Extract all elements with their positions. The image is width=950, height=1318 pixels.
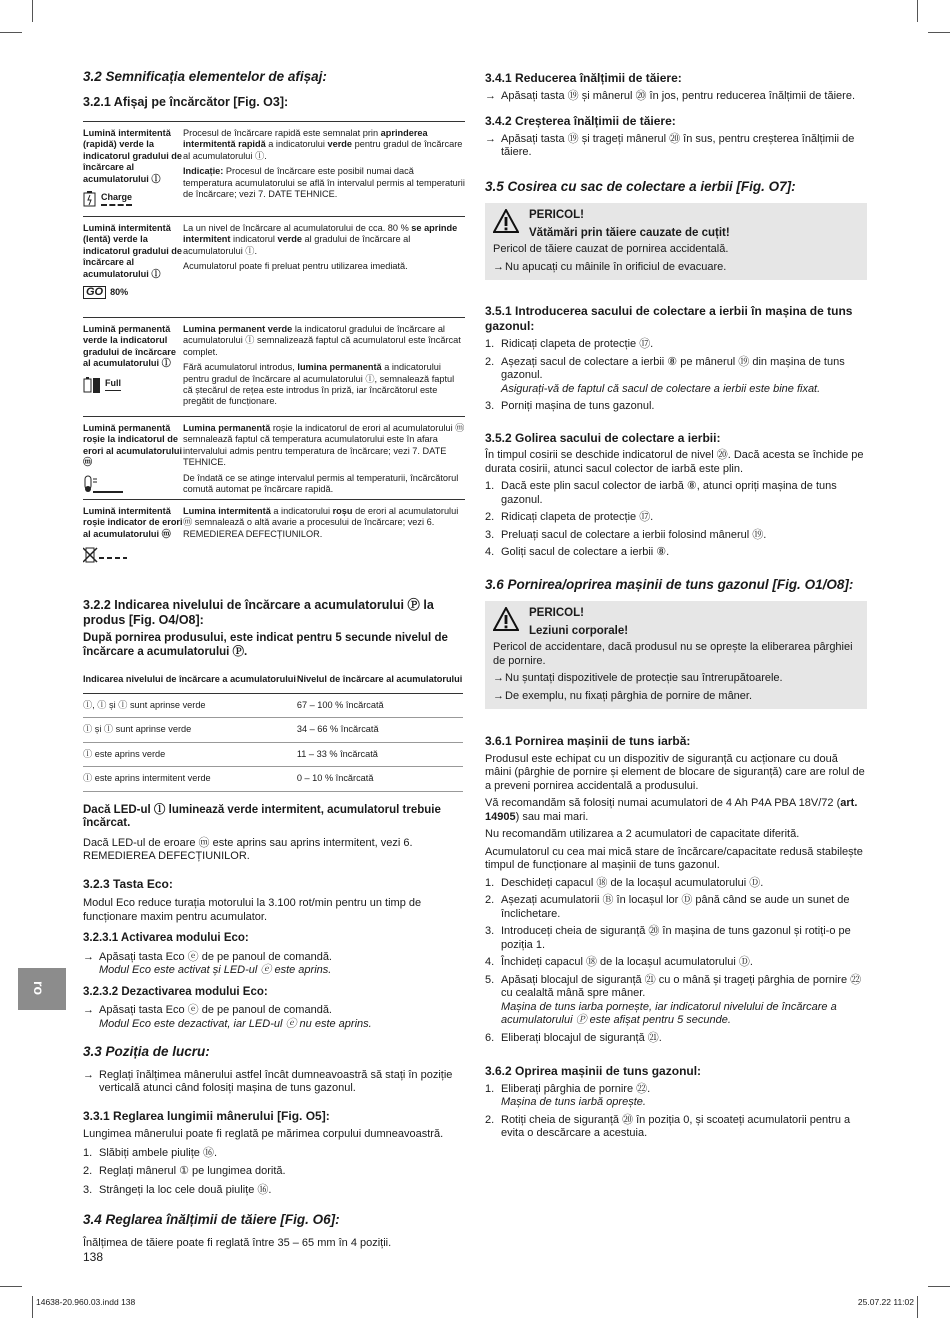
charger-row-label: Lumină intermitentă (lentă) verde la indicatorul gradului de încărcare al acumulatorului ⓛ: [83, 223, 183, 279]
table-row: ⓛ și ⓛ sunt aprinse verde 34 – 66 % încărcată: [83, 718, 463, 743]
heading-3-4: 3.4 Reglarea înălțimii de tăiere [Fig. O6]:: [83, 1212, 340, 1227]
charger-row-desc: Lumina permanentă roșie la indicatorul de erori al acumulatorului ⓜ semnalează faptul că temperatura acumulatorului este în afara intervalului admis pentru temperatura de încărcare; vezi 7. DATE TEHNICE.: [183, 423, 465, 468]
list-item: 1. Deschideți capacul ⑱ de la locașul acumulatorului Ⓓ.: [485, 876, 764, 889]
led-warning: Dacă LED-ul ⓛ luminează verde intermitent, acumulatorul trebuie încărcat.: [83, 803, 441, 829]
heading-3-6-1: 3.6.1 Pornirea mașinii de tuns iarbă:: [485, 734, 691, 748]
heading-3-6: 3.6 Pornirea/oprirea mașinii de tuns gazonul [Fig. O1/O8]:: [485, 576, 854, 592]
heading-3-5-1: 3.5.1 Introducerea sacului de colectare a ierbii în mașina de tuns gazonul:: [485, 304, 853, 333]
cut-text: Înălțimea de tăiere poate fi reglată între 35 – 65 mm în 4 poziții.: [83, 1236, 392, 1249]
arrow-icon: →: [83, 1004, 94, 1016]
list-item: 2. Rotiți cheia de siguranță ⑳ în poziția 0, și scoateți acumulatorii pentru a evita o descărcare a acestuia.: [485, 1113, 851, 1139]
full-symbol: [83, 376, 183, 394]
list-item: 4. Goliți sacul de colectare a ierbii ⑧.: [485, 546, 670, 558]
danger-action: → Nu șuntați dispozitivele de protecție sau întrerupătoarele.: [493, 672, 783, 684]
danger-text: Pericol de tăiere cauzat de pornirea accidentală.: [493, 243, 729, 255]
language-code: ro: [31, 981, 47, 995]
charge-label: Charge: [101, 192, 132, 206]
charger-row-note: De îndată ce se atinge intervalul permis al temperaturii, încărcătorul comută automat pe încărcare rapidă.: [183, 472, 459, 495]
arrow-icon: →: [485, 132, 496, 145]
battery-full-icon: [83, 376, 101, 394]
warning-icon: [493, 607, 519, 631]
eco-on-step: → Apăsați tasta Eco ⓔ de pe panoul de comandă. Modul Eco este activat și LED-ul ⓔ este aprins.: [83, 950, 332, 976]
table-row: ⓛ, ⓛ și ⓛ sunt aprinse verde 67 – 100 % încărcată: [83, 693, 463, 718]
fault-symbol: [83, 546, 183, 564]
danger-action: → De exemplu, nu fixați pârghia de pornire de mâner.: [493, 689, 753, 702]
charger-row-label: Lumină permanentă verde la indicatorul gradului de încărcare al acumulatorului ⓛ: [83, 324, 176, 369]
temp-error-symbol: [83, 475, 183, 493]
charger-row: [83, 417, 465, 500]
charger-row: [83, 217, 465, 318]
list-item: 3. Porniți mașina de tuns gazonul.: [485, 400, 655, 412]
arrow-icon: →: [485, 89, 496, 102]
danger-title: PERICOL!: [529, 209, 584, 221]
arrow-icon: →: [493, 260, 504, 273]
arrow-icon: →: [493, 672, 504, 684]
list-item: 1. Ridicați clapeta de protecție ⑰.: [485, 338, 654, 350]
charger-row-label: Lumină intermitentă roșie indicator de erori al acumulatorului ⓜ: [83, 506, 183, 539]
warning-icon: [493, 209, 519, 233]
list-item: 2. Reglați mânerul ① pe lungimea dorită.: [83, 1165, 286, 1177]
charger-row-label: Lumină permanentă roșie la indicatorul de erori al acumulatorului ⓜ: [83, 423, 183, 468]
go-label: 80%: [110, 287, 129, 298]
page-number: 138: [83, 1250, 104, 1264]
danger-subtitle: Leziuni corporale!: [529, 624, 629, 637]
right-column: [485, 72, 867, 1141]
danger-text: Pericol de accidentare, dacă produsul nu se oprește la eliberarea pârghiei de pornire.: [493, 641, 853, 667]
arrow-icon: →: [83, 950, 94, 963]
charger-table: [83, 121, 465, 586]
charger-row-note: Fără acumulatorul introdus, lumina permanentă a indicatorului pentru gradul de încărcare al acumulatorului ⓛ, semnalează faptul că ștecărul de rețea este introdus în priză, iar încărcătorul este pregătit de funcționare.: [183, 362, 455, 407]
start-p2: Vă recomandăm să folosiți numai acumulatori de 4 Ah P4A PBA 18V/72 (art. 14905) sau mai mari.: [485, 797, 858, 823]
charger-row-note: Acumulatorul poate fi preluat pentru utilizarea imediată.: [183, 261, 408, 272]
heading-3-2-1: 3.2.1 Afișaj pe încărcător [Fig. O3]:: [83, 94, 289, 109]
table-header: Indicarea nivelului de încărcare a acumulatorului: [83, 671, 297, 693]
heading-3-6-2: 3.6.2 Oprirea mașinii de tuns gazonul:: [485, 1064, 702, 1078]
eco-text: Modul Eco reduce turația motorului la 3.100 rot/min pentru un timp de funcționare maxim pentru acumulator.: [83, 897, 422, 923]
danger-box: [485, 203, 867, 280]
charger-row-note: Indicație: Procesul de încărcare este posibil numai dacă temperatura acumulatorului se află în intervalul permis al temperaturii de încărcare; vezi 7. DATE TEHNICE.: [183, 166, 465, 200]
list-item: 3. Preluați sacul de colectare a ierbii folosind mânerul ⑲.: [485, 528, 767, 541]
list-item: 1. Dacă este plin sacul colector de iarbă ⑧, atunci opriți mașina de tuns gazonul.: [485, 480, 837, 506]
table-row: ⓛ este aprins intermitent verde 0 – 10 % încărcată: [83, 767, 463, 792]
charger-row-desc: La un nivel de încărcare al acumulatorului de cca. 80 % se aprinde intermitent indicatorul verde al gradului de încărcare al acumulatorului ⓛ.: [183, 223, 458, 256]
heading-3-3-1: 3.3.1 Reglarea lungimii mânerului [Fig. O5]:: [83, 1108, 330, 1123]
heading-3-5-2: 3.5.2 Golirea sacului de colectare a ierbii:: [485, 430, 721, 445]
list-item: 5. Apăsați blocajul de siguranță ㉑ cu o mână și trageți pârghia de pornire ㉒ cu cealaltă mână spre mâner. Mașina de tuns iarba pornește, iar indicatorul nivelului de încărcare a acumulatorului Ⓟ este afișat pentru 5 secunde.: [485, 973, 862, 1026]
start-p3: Nu recomandăm utilizarea a 2 acumulatori de capacitate diferită.: [485, 828, 800, 840]
intro-3-2-2: După pornirea produsului, este indicat pentru 5 secunde nivelul de încărcare a acumulatorului Ⓟ.: [83, 632, 448, 658]
go-symbol: [83, 286, 183, 299]
danger-box: [485, 601, 867, 709]
heading-3-2-3: 3.2.3 Tasta Eco:: [83, 876, 173, 891]
start-p4: Acumulatorul cu cea mai mică stare de încărcare/capacitate redusă stabilește timpul de funcționare al mașinii de tuns gazonul.: [485, 845, 863, 871]
charger-row: [83, 122, 465, 217]
arrow-icon: →: [83, 1068, 94, 1081]
led-error: Dacă LED-ul de eroare ⓜ este aprins sau aprins intermitent, vezi 6. REMEDIEREA DEFECȚIUNILOR.: [83, 836, 413, 862]
list-item: 2. Ridicați clapeta de protecție ⑰.: [485, 511, 654, 523]
left-column: [83, 70, 465, 1250]
list-item: 2. Așezați acumulatorii Ⓑ în locașul lor Ⓓ până când se aude un sunet de înclichetare.: [485, 894, 850, 920]
start-p1: Produsul este echipat cu un dispozitiv de siguranță cu acționare cu două mâini (pârghie de pornire și element de blocare de siguranță) care are rolul de a preveni pornirea accidentală a produsului.: [485, 752, 865, 792]
arrow-icon: →: [493, 689, 504, 702]
heading-3-3: 3.3 Poziția de lucru:: [83, 1044, 210, 1059]
charger-row: [83, 318, 465, 417]
charger-row-desc: Lumina intermitentă a indicatorului roșu de erori al acumulatorului ⓜ semnalează o altă avarie a procesului de încărcare; vezi 6. REMEDIEREA DEFECȚIUNILOR.: [183, 506, 459, 539]
list-item: 2. Așezați sacul de colectare a ierbii ⑧ pe mânerul ⑲ din mașina de tuns gazonul. Asigurați-vă de faptul că sacul de colectare a ierbii este bine fixat.: [485, 355, 845, 395]
footer-date: 25.07.22 11:02: [857, 1297, 914, 1307]
go-icon: GO: [83, 286, 106, 299]
empty-intro: În timpul cosirii se deschide indicatorul de nivel ⑳. Dacă acesta se închide pe durata cosirii, atunci sacul colector de iarbă este plin.: [485, 449, 864, 475]
list-item: 6. Eliberați blocajul de siguranță ㉑.: [485, 1031, 662, 1044]
table-row: ⓛ este aprins verde 11 – 33 % încărcată: [83, 742, 463, 767]
list-item: 1. Slăbiți ambele piulițe ⑯.: [83, 1146, 218, 1159]
eco-off-step: → Apăsați tasta Eco ⓔ de pe panoul de comandă. Modul Eco este dezactivat, iar LED-ul ⓔ nu este aprins.: [83, 1004, 372, 1030]
charger-row-label: Lumină intermitentă (rapidă) verde la indicatorul gradului de încărcare al acumulatorului ⓛ: [83, 128, 183, 184]
table-header: Nivelul de încărcare al acumulatorului: [297, 671, 463, 693]
raise-step: → Apăsați tasta ⑲ și trageți mânerul ⑳ în sus, pentru creșterea înălțimii de tăiere.: [485, 132, 855, 158]
battery-charge-icon: [83, 191, 97, 207]
charger-row-desc: Procesul de încărcare rapidă este semnalat prin aprinderea intermitentă rapidă a indicatorului verde pentru gradul de încărcare al acumulatorului ⓛ.: [183, 128, 463, 161]
heading-3-2: 3.2 Semnificația elementelor de afișaj:: [83, 69, 327, 84]
handle-intro: Lungimea mânerului poate fi reglată pe mărimea corpului dumneavoastră.: [83, 1128, 444, 1140]
list-item: 4. Închideți capacul ⑱ de la locașul acumulatorului Ⓓ.: [485, 956, 753, 968]
thermometer-icon: [83, 475, 123, 493]
danger-title: PERICOL!: [529, 607, 584, 619]
battery-fault-icon: [83, 546, 127, 564]
reduce-step: → Apăsați tasta ⑲ și mânerul ⑳ în jos, pentru reducerea înălțimii de tăiere.: [485, 89, 856, 102]
charge-level-table: [83, 671, 463, 792]
language-tab: [18, 968, 66, 1010]
danger-action: → Nu apucați cu mâinile în orificiul de evacuare.: [493, 260, 727, 273]
charge-symbol: [83, 191, 183, 207]
footer-file: 14638-20.960.03.indd 138: [36, 1297, 136, 1307]
position-step: → Reglați înălțimea mânerului astfel încât dumneavoastră să stați în poziție verticală atunci când folosiți mașina de tuns gazonul.: [83, 1068, 453, 1094]
heading-3-2-2: 3.2.2 Indicarea nivelului de încărcare a acumulatorului Ⓟ la produs [Fig. O4/O8]:: [83, 598, 434, 627]
list-item: 3. Strângeți la loc cele două piulițe ⑯.: [83, 1183, 272, 1196]
list-item: 1. Eliberați pârghia de pornire ㉒. Mașina de tuns iarbă oprește.: [485, 1082, 651, 1108]
heading-3-2-3-1: 3.2.3.1 Activarea modului Eco:: [83, 932, 249, 944]
charger-row-desc: Lumina permanent verde la indicatorul gradului de încărcare al acumulatorului ⓛ semnalizează faptul că acumulatorul este încărcat complet.: [183, 324, 461, 357]
danger-subtitle: Vătămări prin tăiere cauzate de cuțit!: [529, 226, 730, 239]
heading-3-5: 3.5 Cosirea cu sac de colectare a ierbii [Fig. O7]:: [485, 178, 796, 194]
heading-3-4-1: 3.4.1 Reducerea înălțimii de tăiere:: [485, 71, 682, 85]
charger-row: [83, 500, 465, 586]
full-label: Full: [105, 378, 121, 390]
list-item: 3. Introduceți cheia de siguranță ⑳ în mașina de tuns gazonul și rotiți-o pe poziția 1.: [485, 925, 851, 951]
heading-3-2-3-2: 3.2.3.2 Dezactivarea modului Eco:: [83, 985, 268, 998]
heading-3-4-2: 3.4.2 Creșterea înălțimii de tăiere:: [485, 114, 676, 128]
